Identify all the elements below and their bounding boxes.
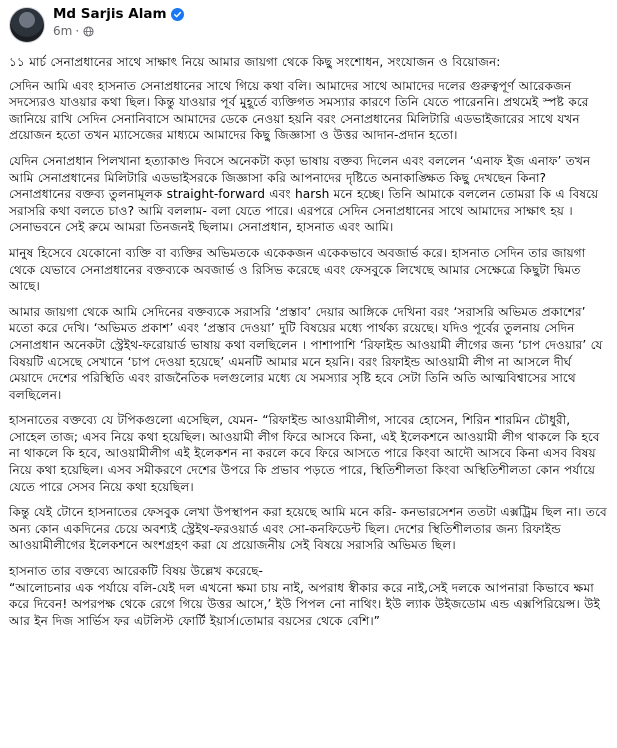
author-avatar[interactable] (9, 7, 45, 43)
post-body (9, 54, 608, 629)
post-timestamp[interactable]: 6m (53, 24, 73, 38)
meta-separator: · (75, 24, 80, 38)
post-paragraph: আমার জায়গা থেকে আমি সেদিনের বক্তব্যকে সরাসরি ‘প্রস্তাব’ দেয়ার আঙ্গিকে দেখিনা বরং ‘সরাসরি অভিমত প্রকাশের’ মতো করে দেখি। ‘অভিমত প্রকাশ’ এবং ‘প্রস্তাব দেওয়া’ দুটি বিষয়ের মধ্যে পার্থক্য রয়েছে। যদিও পূর্বের তুলনায় সেদিন সেনাপ্রধান অনেকটা স্ট্রেইথ-ফরোয়ার্ড ভাষায় কথা বলছিলেন । পাশাপাশি ‘রিফাইন্ড আওয়ামী লীগের জন্য ‘চাপ দেওয়ার’ যে বিষয়টি এসেছে সেখানে ‘চাপ দেওয়া হয়েছে’ এমনটি আমার মনে হয়নি। বরং রিফাইন্ড আওয়ামী লীগ না আসলে দীর্ঘ মেয়াদে দেশের পরিস্থিতি এবং রাজনৈতিক দলগুলোর মধ্যে যে সমস্যার সৃষ্টি হবে সেটা তিনি অতি আত্মবিশ্বাসের সাথে বলছিলেন। (9, 304, 603, 402)
post-paragraph: যেদিন সেনাপ্রধান পিলখানা হত্যাকাণ্ড দিবসে অনেকটা কড়া ভাষায় বক্তব্য দিলেন এবং বললেন ‘এনাফ ইজ এনাফ’ তখন আমি সেনাপ্রধানের মিলিটারি এডভাইসরকে জিজ্ঞাসা করি আপনাদের দৃষ্টিতে অনাকাঙ্ক্ষিত কিছু দেখছেন কিনা? সেনাপ্রধানের বক্তব্য তুলনামূলক straight-forward এবং harsh মনে হচ্ছে। তিনি আমাকে বললেন তোমরা কি এ বিষয়ে সরাসরি কথা বলতে চাও? আমি বললাম- বলা যেতে পারে। এরপরে সেদিন সেনাপ্রধানের সাথে আমাদের সাক্ষাৎ হয় । সেনাভবনে সেই রুমে আমরা তিনজনই ছিলাম। সেনাপ্রধান, হাসনাত এবং আমি। (9, 153, 599, 235)
post-paragraph: ১১ মার্চ সেনাপ্রধানের সাথে সাক্ষাৎ নিয়ে আমার জায়গা থেকে কিছু সংশোধন, সংযোজন ও বিয়োজন: (9, 55, 501, 69)
verified-badge-icon (171, 8, 184, 21)
globe-icon[interactable] (83, 26, 94, 37)
post-paragraph: সেদিন আমি এবং হাসনাত সেনাপ্রধানের সাথে গিয়ে কথা বলি। আমাদের সাথে আমাদের দলের গুরুত্বপূর্ণ আরেকজন সদস্যেরও যাওয়ার কথা ছিল। কিন্তু যাওয়ার পূর্ব মুহূর্তে ব্যক্তিগত সমস্যার কারণে তিনি যেতে পারেননি। প্রথমেই স্পষ্ট করে জানিয়ে রাখি সেদিন সেনানিবাসে আমাদের ডেকে নেওয়া হয়নি বরং সেনাপ্রধানের মিলিটারি এডভাইজারের সাথে যখন প্রয়োজন হতো তখন ম্যাসেজের মাধ্যমে আমাদের কিছু জিজ্ঞাসা ও উত্তর আদান-প্রদান হতো। (9, 78, 589, 143)
post-paragraph: মানুষ হিসেবে যেকোনো ব্যক্তি বা ব্যক্তির অভিমতকে একেকজন একেকভাবে অবজার্ভ করে। হাসনাত সেদিন তার জায়গা থেকে যেভাবে সেনাপ্রধানের বক্তব্যকে অবজার্ভ ও রিসিভ করেছে এবং ফেসবুকে লিখেছে আমার সেক্ষেত্রে কিছুটা দ্বিমত আছে। (9, 245, 586, 294)
post-paragraph: হাসনাত তার বক্তব্যে আরেকটি বিষয় উল্লেখ করেছে- “আলোচনার এক পর্যায়ে বলি-যেই দল এখনো ক্ষমা চায় নাই, অপরাধ স্বীকার করে নাই,সেই দলকে আপনারা কিভাবে ক্ষমা করে দিবেন! অপরপক্ষ থেকে রেগে গিয়ে উত্তর আসে,’ ইউ পিপল নো নাথিং। ইউ ল্যাক উইজডোম এন্ড এক্সপিরিয়েন্স। উই আর ইন দিজ সার্ভিস ফর এটলিস্ট ফোর্টি ইয়ার্স।তোমার বয়সের থেকে বেশি।” (9, 564, 601, 628)
author-block (53, 6, 184, 38)
post-meta (53, 24, 184, 38)
post-paragraph: কিন্তু যেই টোনে হাসনাতের ফেসবুক লেখা উপস্থাপন করা হয়েছে আমি মনে করি- কনভারসেশন ততটা এক্সট্রিম ছিল না। তবে অন্য কোন একদিনের চেয়ে অবশ্যই স্ট্রেইথ-ফরওয়ার্ড এবং সো-কনফিডেন্ট ছিল। দেশের স্থিতিশীলতার জন্য রিফাইন্ড আওয়ামীলীগের ইলেকশনে অংশগ্রহণ করা যে প্রয়োজনীয় সেই বিষয়ে সরাসরি অভিমত ছিল। (9, 505, 607, 553)
author-name[interactable]: Md Sarjis Alam (53, 6, 167, 22)
post-paragraph: হাসনাতের বক্তব্যে যে টপিকগুলো এসেছিল, যেমন- “রিফাইন্ড আওয়ামীলীগ, সাবের হোসেন, শিরিন শারমিন চৌধুরী, সোহেল তাজ; এসব নিয়ে কথা হয়েছিল। আওয়ামী লীগ ফিরে আসবে কিনা, এই ইলেকশনে আওয়ামী লীগ থাকলে কি হবে না থাকলে কি হবে, আওয়ামীলীগ এই ইলেকশন না করলে কবে ফিরে আসতে পারে কিংবা আদৌ আসবে কিনা এসব বিষয় নিয়ে কথা হয়েছিল। এসব সমীকরণে দেশের উপরে কি প্রভাব পড়তে পারে, স্থিতিশীলতা কিংবা অস্থিতিশীলতা কোন পর্যায়ে যেতে পারে সেসব নিয়ে কথা হয়েছিল। (9, 413, 600, 494)
post-header (9, 6, 608, 54)
author-row (53, 6, 184, 22)
